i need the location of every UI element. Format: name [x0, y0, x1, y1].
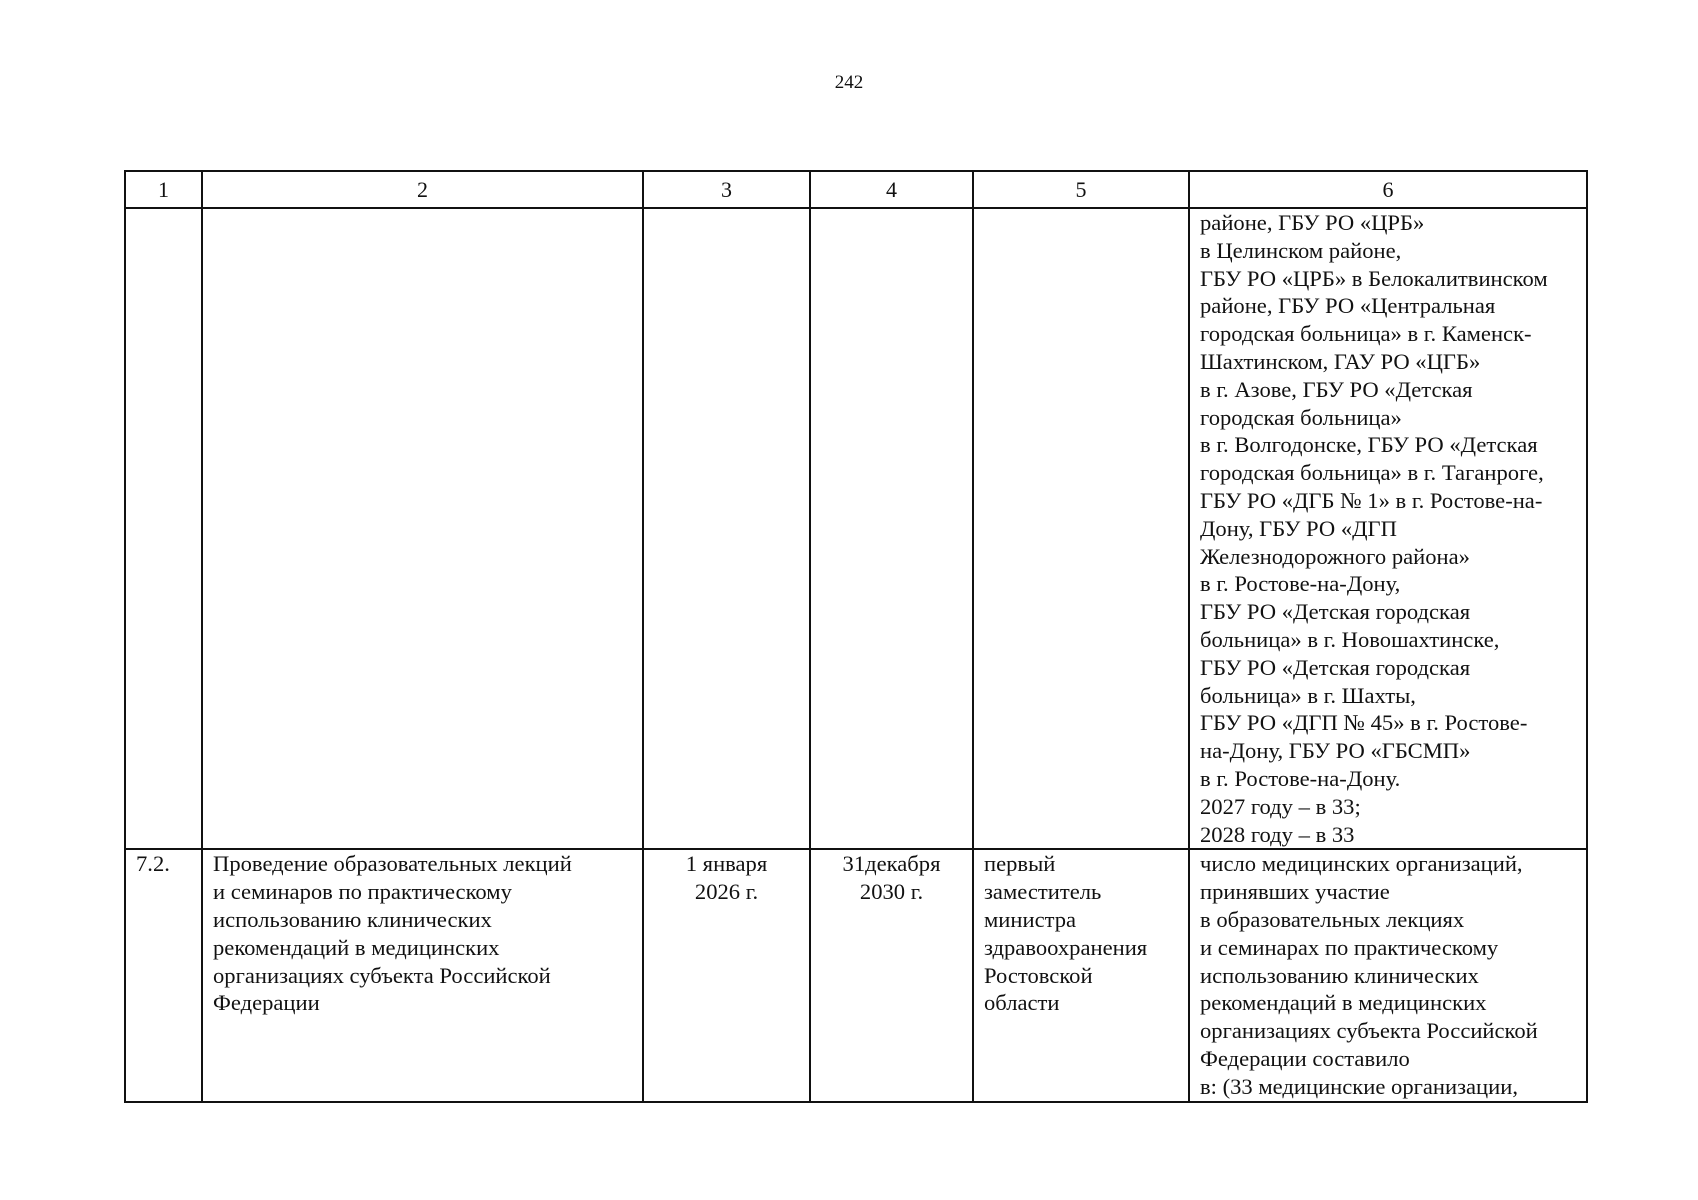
text-line: организациях субъекта Российской: [1200, 1018, 1538, 1044]
text-line: использованию клинических: [213, 906, 492, 932]
cell-item-number: 7.2.: [125, 849, 202, 1101]
end-date-text: [821, 850, 962, 906]
cell-start-empty: [643, 208, 810, 849]
text-line: здравоохранения: [984, 934, 1148, 960]
text-line: 2026 г.: [694, 879, 759, 905]
text-line: и семинарах по практическому: [1200, 934, 1499, 960]
text-line: Шахтинском, ГАУ РО «ЦГБ»: [1200, 348, 1481, 374]
text-line: принявших участие: [1200, 879, 1390, 905]
text-line: в г. Азове, ГБУ РО «Детская: [1200, 376, 1473, 402]
column-header: 6: [1189, 171, 1587, 208]
column-header: 1: [125, 171, 202, 208]
text-line: в образовательных лекциях: [1200, 906, 1465, 932]
start-date-text: [654, 850, 799, 906]
cell-end-empty: [810, 208, 973, 849]
text-line: в г. Ростове-на-Дону.: [1200, 765, 1401, 791]
cell-description-empty: [202, 208, 643, 849]
table-header-row: [125, 171, 1587, 208]
text-line: рекомендаций в медицинских: [1200, 990, 1487, 1016]
text-line: ГБУ РО «Детская городская: [1200, 654, 1471, 680]
cell-end-date: [810, 849, 973, 1101]
cell-number-empty: [125, 208, 202, 849]
column-header: 4: [810, 171, 973, 208]
text-line: министра: [984, 906, 1077, 932]
text-line: Дону, ГБУ РО «ДГП: [1200, 515, 1397, 541]
text-line: число медицинских организаций,: [1200, 851, 1523, 877]
cell-responsible: [973, 849, 1189, 1101]
text-line: ГБУ РО «ДГБ № 1» в г. Ростове-на-: [1200, 487, 1543, 513]
text-line: 2027 году – в 33;: [1200, 793, 1361, 819]
text-line: городская больница»: [1200, 404, 1402, 430]
column-header: 5: [973, 171, 1189, 208]
text-line: 2030 г.: [859, 879, 924, 905]
cell-item-description: [202, 849, 643, 1101]
text-line: в г. Волгодонске, ГБУ РО «Детская: [1200, 432, 1538, 458]
text-line: и семинаров по практическому: [213, 879, 512, 905]
page-number: 242: [834, 72, 864, 93]
cell-indicator-continued: [1189, 208, 1587, 849]
text-line: Ростовской: [984, 962, 1093, 988]
indicator-continued-text: [1200, 209, 1576, 848]
text-line: в г. Ростове-на-Дону,: [1200, 571, 1401, 597]
cell-start-date: [643, 849, 810, 1101]
text-line: ГБУ РО «ДГП № 45» в г. Ростове-: [1200, 710, 1528, 736]
indicator-text: [1200, 850, 1576, 1100]
text-line: организациях субъекта Российской: [213, 962, 551, 988]
text-line: Федерации составило: [1200, 1045, 1410, 1071]
text-line: в: (33 медицинские организации,: [1200, 1073, 1518, 1099]
text-line: Федерации: [213, 990, 320, 1016]
text-line: 1 января: [685, 851, 768, 877]
text-line: больница» в г. Новошахтинске,: [1200, 626, 1500, 652]
column-header: 2: [202, 171, 643, 208]
text-line: ГБУ РО «Детская городская: [1200, 599, 1471, 625]
text-line: ГБУ РО «ЦРБ» в Белокалитвинском: [1200, 265, 1548, 291]
text-line: на-Дону, ГБУ РО «ГБСМП»: [1200, 738, 1471, 764]
column-header: 3: [643, 171, 810, 208]
text-line: городская больница» в г. Каменск-: [1200, 321, 1532, 347]
text-line: области: [984, 990, 1060, 1016]
document-table: [124, 170, 1588, 1103]
text-line: Железнодорожного района»: [1200, 543, 1470, 569]
text-line: в Целинском районе,: [1200, 237, 1402, 263]
text-line: 31декабря: [842, 851, 941, 877]
text-line: 2028 году – в 33: [1200, 821, 1355, 847]
table-row-item-7-2: [125, 849, 1587, 1101]
responsible-text: [984, 850, 1178, 1017]
cell-indicator: [1189, 849, 1587, 1101]
item-description-text: [213, 850, 632, 1017]
text-line: городская больница» в г. Таганроге,: [1200, 460, 1544, 486]
table-row-continuation: [125, 208, 1587, 849]
text-line: Проведение образовательных лекций: [213, 851, 572, 877]
text-line: заместитель: [984, 879, 1102, 905]
text-line: больница» в г. Шахты,: [1200, 682, 1416, 708]
text-line: использованию клинических: [1200, 962, 1479, 988]
text-line: районе, ГБУ РО «ЦРБ»: [1200, 210, 1425, 235]
text-line: рекомендаций в медицинских: [213, 934, 500, 960]
text-line: районе, ГБУ РО «Центральная: [1200, 293, 1496, 319]
text-line: первый: [984, 851, 1056, 877]
cell-responsible-empty: [973, 208, 1189, 849]
